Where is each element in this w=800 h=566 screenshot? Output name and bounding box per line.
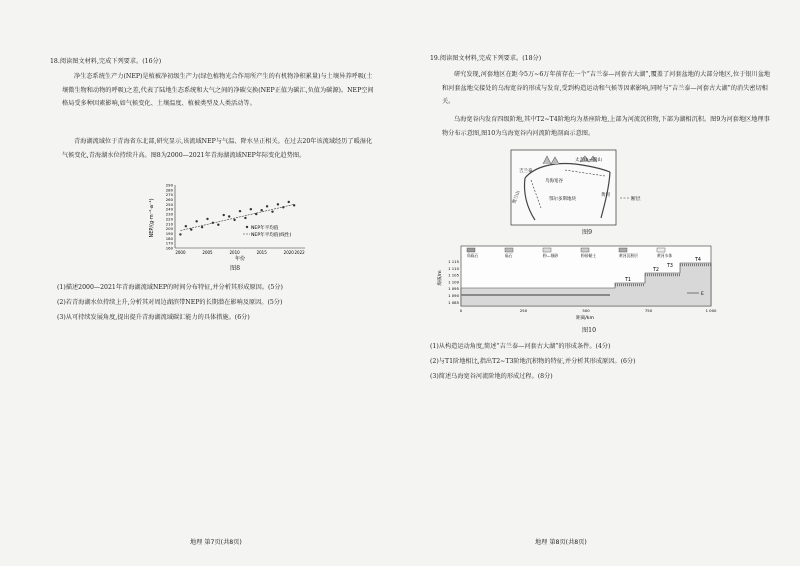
nep-data-point bbox=[201, 226, 203, 228]
nep-y-tick-label: 170 bbox=[165, 240, 173, 246]
map-legend-fault: 断层 bbox=[631, 197, 641, 202]
nep-data-point bbox=[260, 209, 262, 211]
section-y-label: 海拔/m bbox=[438, 270, 443, 286]
nep-data-point bbox=[190, 228, 192, 230]
nep-data-point bbox=[271, 210, 273, 212]
q19-paragraph-1: 研究发现,河套地区在距今5万~6万年前存在一个“吉兰泰—河套古大湖”,覆盖了河套盆地的大部分地区,位于银川盆地和河套盆地交接处的乌海宽谷的形成与发育,受到构造运动和气候等因素影响,同时与“吉兰泰—河套古大湖”的消失密切相关。 bbox=[442, 71, 771, 105]
nep-y-tick-label: 210 bbox=[165, 221, 173, 227]
right-page-footer: 地理 第8页(共8页) bbox=[535, 539, 587, 546]
nep-x-label: 年份 bbox=[234, 256, 246, 262]
nep-data-point bbox=[233, 219, 235, 221]
map-label-jilantai: 吉兰泰 bbox=[519, 169, 533, 174]
nep-y-tick-label: 190 bbox=[165, 230, 173, 236]
nep-data-point bbox=[206, 218, 208, 220]
figure-10-caption: 图10 bbox=[582, 327, 597, 334]
section-legend-label: 粉—细砂 bbox=[543, 253, 559, 258]
nep-x-tick-label: 2000 bbox=[175, 250, 186, 255]
section-y-tick-label: 1 105 bbox=[448, 272, 459, 278]
nep-x-tick-label: 2010 bbox=[229, 250, 240, 255]
q18-paragraph-1: 净生态系统生产力(NEP)是植被净初级生产力(绿色植物光合作用所产生的有机物净积累量)与土壤异养呼吸(土壤微生物和动物的呼吸)之差,代表了陆地生态系统和大气之间的净碳交换(NEP正值为碳汇,负值为碳源)。NEP空间格局受多种因素影响,如气候变化、土壤温度、植被类型及人类活动等。 bbox=[62, 73, 374, 107]
nep-y-tick-label: 260 bbox=[165, 197, 173, 203]
q18-heading: 18.阅读图文材料,完成下列要求。(16分) bbox=[50, 58, 162, 65]
section-legend-swatch bbox=[467, 248, 475, 252]
nep-y-tick-label: 280 bbox=[165, 187, 173, 193]
q19-sub-2: (2)与T1阶地相比,指出T2~T3阶地沉积物的特征,并分析其形成原因。(6分) bbox=[430, 358, 636, 365]
q18-sub-1: (1)描述2000—2021年青海湖流域NEP的时间分布特征,并分析其形成原因。(5分) bbox=[57, 284, 283, 291]
map-label-helan: 贺兰山 bbox=[512, 190, 522, 205]
q19-sub-1: (1)从构造运动角度,简述“吉兰泰—河套古大湖”的形成条件。(4分) bbox=[430, 343, 611, 350]
legend-series-1: NEP年平均值 bbox=[251, 226, 279, 231]
map-label-ordos: 鄂尔多斯地块 bbox=[549, 197, 576, 202]
section-legend-swatch bbox=[619, 248, 627, 252]
figure-9-caption: 图9 bbox=[582, 229, 593, 236]
nep-y-label: NEP/(g·m⁻²·a⁻¹) bbox=[149, 198, 155, 238]
section-y-tick-label: 1 110 bbox=[448, 265, 459, 271]
section-x-tick-label: 0 bbox=[459, 308, 463, 313]
nep-data-point bbox=[277, 203, 279, 205]
nep-y-tick-label: 270 bbox=[165, 192, 173, 198]
q18-sub-3: (3)从可持续发展角度,提出提升青海湖流域碳汇能力的具体措施。(6分) bbox=[57, 314, 250, 321]
nep-x-tick-label: 2015 bbox=[256, 250, 267, 255]
q19-sub-3: (3)简述乌海宽谷河流阶地的形成过程。(8分) bbox=[430, 373, 553, 380]
section-direction: E bbox=[701, 292, 704, 297]
section-x-ticks bbox=[460, 308, 717, 313]
nep-data-point bbox=[223, 214, 225, 216]
map-label-yinshan: 太吉山—阴山 bbox=[575, 158, 602, 163]
nep-data-point bbox=[288, 201, 290, 203]
left-page-footer: 地理 第7页(共8页) bbox=[190, 539, 242, 546]
section-legend-swatch bbox=[505, 248, 513, 252]
nep-y-tick-label: 220 bbox=[165, 216, 173, 222]
section-legend-swatch bbox=[581, 248, 589, 252]
section-y-ticks bbox=[448, 259, 459, 305]
nep-y-ticks bbox=[166, 183, 174, 251]
nep-data-point bbox=[217, 224, 219, 226]
terrace-t4: T4 bbox=[695, 258, 701, 263]
section-x-tick-label: 500 bbox=[582, 308, 590, 313]
right-page bbox=[400, 0, 800, 566]
nep-data-point bbox=[185, 225, 187, 227]
terrace-t2: T2 bbox=[653, 268, 659, 273]
section-y-tick-label: 1 085 bbox=[448, 299, 459, 305]
nep-data-point bbox=[266, 205, 268, 207]
terrace-t3: T3 bbox=[667, 264, 673, 269]
section-y-tick-label: 1 115 bbox=[448, 259, 459, 264]
section-legend-label: 砾石 bbox=[505, 253, 513, 258]
nep-data-point bbox=[179, 233, 181, 235]
nep-data-point bbox=[195, 220, 197, 222]
q18-paragraph-2: 青海湖流域位于青海省东北部,研究显示,该流域NEP与气温、降水呈正相关。在过去20年该流域经历了暖湿化气候变化,青海湖水位持续升高。图8为2000—2021年青海湖流域NEP年际变化趋势图。 bbox=[62, 138, 373, 159]
nep-x-tick-label: 2022 bbox=[294, 250, 305, 255]
section-y-tick-label: 1 090 bbox=[448, 293, 459, 298]
nep-x-tick-label: 2020 bbox=[283, 250, 294, 255]
nep-x-tick-label: 2005 bbox=[202, 250, 213, 255]
nep-y-tick-label: 200 bbox=[165, 226, 173, 232]
section-legend-swatch bbox=[543, 248, 551, 252]
q19-paragraph-2: 乌海宽谷内发育四级阶地,其中T2~T4阶地均为基座阶地,上部为河流沉积物,下部为湖相沉积。图9为河套地区地理事物分布示意图,图10为乌海宽谷内河流阶地剖面示意图。 bbox=[442, 116, 770, 137]
nep-y-tick-label: 290 bbox=[165, 182, 173, 188]
legend-dot-icon bbox=[246, 226, 248, 228]
nep-y-tick-label: 230 bbox=[165, 211, 173, 217]
terrace-t1: T1 bbox=[625, 278, 631, 283]
nep-x-ticks bbox=[175, 250, 305, 255]
section-x-label: 距离/km bbox=[576, 316, 594, 321]
nep-data-point bbox=[228, 215, 230, 217]
section-x-tick-label: 750 bbox=[644, 308, 653, 313]
nep-y-tick-label: 240 bbox=[165, 206, 173, 212]
section-x-tick-label: 1 000 bbox=[705, 308, 717, 313]
section-y-tick-label: 1 095 bbox=[448, 286, 459, 292]
nep-data-point bbox=[239, 210, 241, 212]
q19-heading: 19.阅读图文材料,完成下列要求。(18分) bbox=[430, 55, 542, 62]
map-label-wuhai: 乌海宽谷 bbox=[545, 179, 563, 184]
figure-8-caption: 图8 bbox=[230, 265, 241, 272]
map-label-river: 黄河 bbox=[601, 193, 610, 198]
nep-data-point bbox=[244, 217, 246, 219]
nep-y-tick-label: 160 bbox=[165, 245, 173, 251]
nep-data-point bbox=[250, 208, 252, 210]
section-legend-label: 角砾石 bbox=[467, 253, 479, 258]
section-legend-label: 粉砂黏土 bbox=[581, 253, 597, 258]
figure-9-map bbox=[505, 148, 665, 228]
nep-y-tick-label: 250 bbox=[165, 201, 173, 207]
nep-y-tick-label: 180 bbox=[165, 235, 173, 241]
figure-10-section bbox=[435, 243, 735, 321]
section-x-tick-label: 250 bbox=[519, 308, 528, 313]
legend-series-2: NEP年平均值(线性) bbox=[251, 233, 292, 238]
q18-sub-2: (2)若青海湖水位持续上升,分析其对周边湖滨带NEP的长期潜在影响及原因。(5分) bbox=[57, 299, 283, 306]
nep-chart bbox=[143, 180, 323, 262]
section-legend-swatch bbox=[657, 248, 665, 252]
section-legend-label: 黄河水体 bbox=[657, 253, 673, 258]
section-y-tick-label: 1 100 bbox=[448, 279, 459, 285]
section-legend-label: 黄河沉积层 bbox=[619, 253, 638, 258]
